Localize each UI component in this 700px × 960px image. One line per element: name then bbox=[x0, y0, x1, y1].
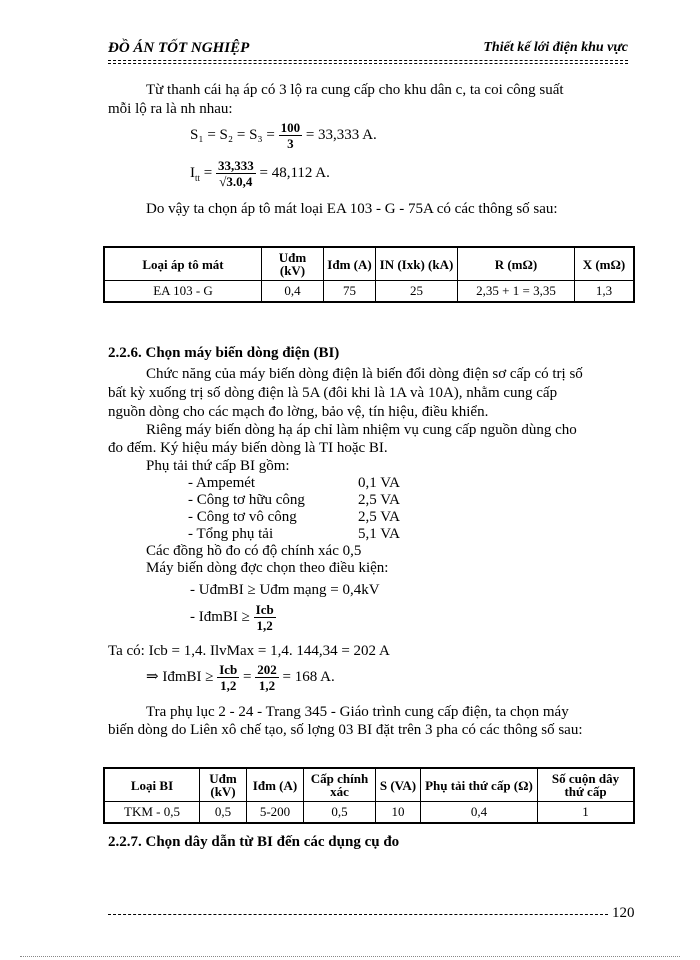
th-load: Phụ tải thứ cấp (Ω) bbox=[421, 768, 538, 802]
cell: 0,5 bbox=[200, 802, 247, 824]
table-header-row bbox=[104, 247, 634, 281]
th-type: Loại BI bbox=[104, 768, 200, 802]
th-s: S (VA) bbox=[376, 768, 421, 802]
load-value: 0,1 VA bbox=[358, 475, 400, 491]
equation-itt: $I_{tt}$ = $\frac{33,333}{√3.0,4}$ = 48,112 A. bbox=[190, 158, 330, 189]
equation-s: S₁ = S₂ = S₃ = $\frac{100}{3}$ = 33,333 A. bbox=[190, 120, 377, 151]
cell: TKM - 0,5 bbox=[104, 802, 200, 824]
load-name: - Công tơ vô công bbox=[188, 509, 297, 525]
result-line: ⇒ IđmBI ≥ $\frac{\text{Icb}}{1,2}$ = $\frac{202}{1,2}$ = 168 A. bbox=[146, 662, 335, 693]
cell: 25 bbox=[376, 281, 458, 303]
load-name: - Công tơ hữu công bbox=[188, 492, 305, 508]
load-name: - Tổng phụ tải bbox=[188, 526, 274, 542]
cell: 10 bbox=[376, 802, 421, 824]
choose-text: Do vậy ta chọn áp tô mát loại EA 103 - G - 75A có các thông số sau: bbox=[146, 201, 558, 217]
cell: 0,4 bbox=[262, 281, 324, 303]
para1-line-3: nguồn dòng cho các mạch đo lờng, bảo vệ, tín hiệu, điều khiển. bbox=[108, 404, 489, 420]
cell: 2,35 + 1 = 3,35 bbox=[458, 281, 575, 303]
header-title: ĐỒ ÁN TỐT NGHIỆP bbox=[108, 40, 250, 56]
table-row bbox=[104, 281, 634, 303]
header-subtitle: Thiết kế lới điện khu vực bbox=[483, 40, 628, 55]
table-ct bbox=[103, 767, 635, 824]
th-r: R (mΩ) bbox=[458, 247, 575, 281]
th-udm: Uđm (kV) bbox=[262, 247, 324, 281]
th-coils: Số cuộn dây thứ cấp bbox=[538, 768, 635, 802]
accuracy-text: Các đồng hồ đo có độ chính xác 0,5 bbox=[146, 543, 362, 559]
cell: 1 bbox=[538, 802, 635, 824]
load-name: - Ampemét bbox=[188, 475, 256, 491]
para2-line-2: đo đếm. Ký hiệu máy biến dòng là TI hoặc BI. bbox=[108, 440, 388, 456]
th-idm: Iđm (A) bbox=[247, 768, 304, 802]
cell: 5-200 bbox=[247, 802, 304, 824]
th-idm: Iđm (A) bbox=[324, 247, 376, 281]
cell: 75 bbox=[324, 281, 376, 303]
table-header-row bbox=[104, 768, 634, 802]
para3-line-1: Tra phụ lục 2 - 24 - Trang 345 - Giáo trình cung cấp điện, ta chọn máy bbox=[146, 704, 569, 720]
th-in: IN (Ixk) (kA) bbox=[376, 247, 458, 281]
page-number: 120 bbox=[612, 905, 635, 921]
th-x: X (mΩ) bbox=[575, 247, 635, 281]
taco-line: Ta có: Icb = 1,4. IlvMax = 1,4. 144,34 = 202 A bbox=[108, 643, 390, 659]
cell: 0,4 bbox=[421, 802, 538, 824]
load-title: Phụ tải thứ cấp BI gồm: bbox=[146, 458, 290, 474]
th-udm: Uđm (kV) bbox=[200, 768, 247, 802]
th-class: Cấp chính xác bbox=[304, 768, 376, 802]
page-edge-line bbox=[20, 956, 680, 957]
condition-1: - UđmBI ≥ Uđm mạng = 0,4kV bbox=[190, 582, 380, 598]
footer-rule bbox=[108, 914, 608, 915]
load-value: 2,5 VA bbox=[358, 509, 400, 525]
section-heading-227: 2.2.7. Chọn dây dẫn từ BI đến các dụng cụ đo bbox=[108, 834, 400, 850]
cell: EA 103 - G bbox=[104, 281, 262, 303]
th-type: Loại áp tô mát bbox=[104, 247, 262, 281]
intro-line-1: Từ thanh cái hạ áp có 3 lộ ra cung cấp cho khu dân c, ta coi công suất bbox=[146, 82, 564, 98]
cell: 0,5 bbox=[304, 802, 376, 824]
section-heading-226: 2.2.6. Chọn máy biến dòng điện (BI) bbox=[108, 345, 340, 361]
header-rule bbox=[108, 60, 628, 61]
header-rule-2 bbox=[108, 63, 628, 64]
load-value: 2,5 VA bbox=[358, 492, 400, 508]
para1-line-1: Chức năng của máy biến dòng điện là biến đổi dòng điện sơ cấp có trị số bbox=[146, 366, 583, 382]
table-row bbox=[104, 802, 634, 824]
cell: 1,3 bbox=[575, 281, 635, 303]
condition-2: - IđmBI ≥ $\frac{\text{Icb}}{1,2}$ bbox=[190, 602, 274, 633]
para2-line-1: Riêng máy biến dòng hạ áp chỉ làm nhiệm vụ cung cấp nguồn dùng cho bbox=[146, 422, 577, 438]
condition-title: Máy biến dòng đợc chọn theo điều kiện: bbox=[146, 560, 389, 576]
para3-line-2: biến dòng do Liên xô chế tạo, số lợng 03 BI đặt trên 3 pha có các thông số sau: bbox=[108, 722, 583, 738]
load-value: 5,1 VA bbox=[358, 526, 400, 542]
table-breaker bbox=[103, 246, 635, 303]
intro-line-2: mỗi lộ ra là nh nhau: bbox=[108, 101, 233, 117]
para1-line-2: bất kỳ xuống trị số dòng điện là 5A (đôi khi là 1A và 10A), nhằm cung cấp bbox=[108, 385, 558, 401]
